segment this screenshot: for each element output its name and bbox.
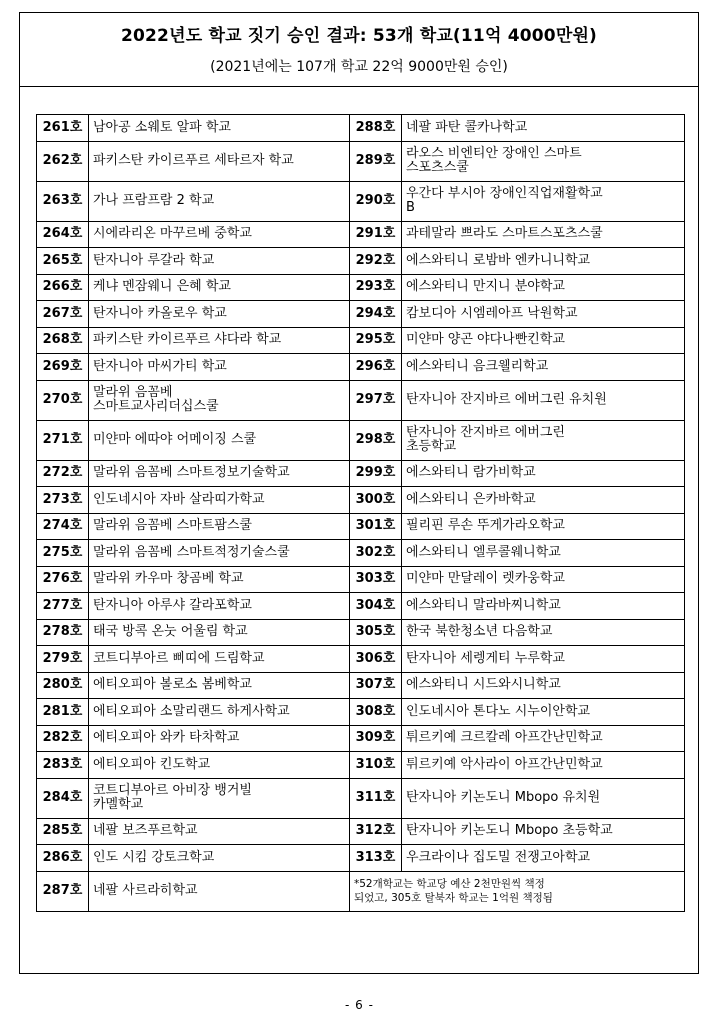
table-row [37, 540, 685, 567]
school-name: 우간다 부시아 장애인직업재활학교 B [402, 181, 685, 221]
school-number: 295호 [350, 327, 402, 354]
school-name: 네팔 보즈푸르학교 [89, 818, 350, 845]
school-name: 인도네시아 자바 살라띠가학교 [89, 487, 350, 514]
school-name: 코트디부아르 삐띠에 드림학교 [89, 646, 350, 673]
school-name: 과테말라 쁘라도 스마트스포츠스쿨 [402, 221, 685, 248]
school-name: 말라위 카우마 창곰베 학교 [89, 566, 350, 593]
header-divider [20, 86, 698, 87]
school-name: 말라위 음꼼베 스마트팜스쿨 [89, 513, 350, 540]
school-name: 탄자니아 잔지바르 에버그린 초등학교 [402, 420, 685, 460]
school-number: 265호 [37, 248, 89, 275]
table-row [37, 593, 685, 620]
table-row [37, 725, 685, 752]
school-name: 탄자니아 카올로우 학교 [89, 301, 350, 328]
table-row [37, 327, 685, 354]
school-number: 306호 [350, 646, 402, 673]
school-name: 네팔 사르라히학교 [89, 871, 350, 911]
school-number: 303호 [350, 566, 402, 593]
table-row [37, 871, 685, 911]
school-name: 탄자니아 루갈라 학교 [89, 248, 350, 275]
school-name: 에스와티니 음크웰리학교 [402, 354, 685, 381]
school-number: 269호 [37, 354, 89, 381]
school-name: 탄자니아 키논도니 Mbopo 유치원 [402, 778, 685, 818]
school-name: 튀르키예 크르칼레 아프간난민학교 [402, 725, 685, 752]
school-name: 탄자니아 잔지바르 에버그린 유치원 [402, 380, 685, 420]
school-number: 308호 [350, 699, 402, 726]
school-name: 캄보디아 시엠레아프 낙원학교 [402, 301, 685, 328]
school-number: 263호 [37, 181, 89, 221]
table-row [37, 301, 685, 328]
school-number: 280호 [37, 672, 89, 699]
school-number: 281호 [37, 699, 89, 726]
school-number: 264호 [37, 221, 89, 248]
table-row [37, 274, 685, 301]
school-name: 에스와티니 시드와시니학교 [402, 672, 685, 699]
school-name: 필리핀 루손 뚜게가라오학교 [402, 513, 685, 540]
school-number: 289호 [350, 141, 402, 181]
school-number: 305호 [350, 619, 402, 646]
school-name: 에스와티니 로밤바 엔카니니학교 [402, 248, 685, 275]
school-table [36, 114, 685, 912]
school-name: 시에라리온 마꾸르베 중학교 [89, 221, 350, 248]
page-subtitle: (2021년에는 107개 학교 22억 9000만원 승인) [210, 59, 508, 75]
school-name: 에티오피아 와카 타차학교 [89, 725, 350, 752]
table-row [37, 115, 685, 142]
budget-note: *52개학교는 학교당 예산 2천만원씩 책정 되었고, 305호 탈북자 학교는 1억원 책정됨 [350, 871, 685, 911]
school-number: 282호 [37, 725, 89, 752]
school-name: 탄자니아 세렝게티 누루학교 [402, 646, 685, 673]
school-number: 304호 [350, 593, 402, 620]
school-number: 299호 [350, 460, 402, 487]
school-number: 283호 [37, 752, 89, 779]
school-name: 코트디부아르 아비장 뱅거빌 카멜학교 [89, 778, 350, 818]
school-number: 273호 [37, 487, 89, 514]
school-name: 미얀마 만달레이 렛카웅학교 [402, 566, 685, 593]
page-number: - 6 - [345, 998, 374, 1012]
page-frame [19, 12, 699, 974]
school-table-body [37, 115, 685, 912]
school-name: 가나 프람프람 2 학교 [89, 181, 350, 221]
school-name: 에티오피아 킨도학교 [89, 752, 350, 779]
school-name: 말라위 음꼼베 스마트적정기술스쿨 [89, 540, 350, 567]
school-name: 말라위 음꼼베 스마트교사리더십스쿨 [89, 380, 350, 420]
table-row [37, 221, 685, 248]
school-number: 298호 [350, 420, 402, 460]
table-row [37, 354, 685, 381]
school-name: 에스와티니 만지니 분야학교 [402, 274, 685, 301]
school-number: 261호 [37, 115, 89, 142]
school-name: 에스와티니 람가비학교 [402, 460, 685, 487]
school-name: 미얀마 에따야 어메이징 스쿨 [89, 420, 350, 460]
table-row [37, 845, 685, 872]
school-name: 에스와티니 말라바찌니학교 [402, 593, 685, 620]
school-name: 탄자니아 아루샤 갈라포학교 [89, 593, 350, 620]
school-number: 272호 [37, 460, 89, 487]
school-name: 탄자니아 마씨가티 학교 [89, 354, 350, 381]
school-name: 네팔 파탄 콜카나학교 [402, 115, 685, 142]
school-name: 태국 방콕 온눗 어울림 학교 [89, 619, 350, 646]
school-number: 312호 [350, 818, 402, 845]
table-row [37, 513, 685, 540]
school-name: 인도네시아 톤다노 시누이안학교 [402, 699, 685, 726]
school-name: 라오스 비엔티안 장애인 스마트 스포츠스쿨 [402, 141, 685, 181]
table-row [37, 646, 685, 673]
school-name: 말라위 음꼼베 스마트정보기술학교 [89, 460, 350, 487]
school-number: 311호 [350, 778, 402, 818]
school-number: 300호 [350, 487, 402, 514]
table-row [37, 752, 685, 779]
school-number: 310호 [350, 752, 402, 779]
school-name: 케냐 멘잠웨니 은혜 학교 [89, 274, 350, 301]
table-row [37, 420, 685, 460]
school-number: 286호 [37, 845, 89, 872]
school-name: 우크라이나 집도밀 전쟁고아학교 [402, 845, 685, 872]
school-number: 287호 [37, 871, 89, 911]
school-number: 277호 [37, 593, 89, 620]
school-number: 288호 [350, 115, 402, 142]
table-row [37, 487, 685, 514]
school-number: 279호 [37, 646, 89, 673]
school-number: 275호 [37, 540, 89, 567]
school-number: 297호 [350, 380, 402, 420]
school-number: 309호 [350, 725, 402, 752]
table-row [37, 699, 685, 726]
school-name: 파키스탄 카이르푸르 샤다라 학교 [89, 327, 350, 354]
school-name: 에스와티니 은카바학교 [402, 487, 685, 514]
school-name: 파키스탄 카이르푸르 세타르자 학교 [89, 141, 350, 181]
school-number: 291호 [350, 221, 402, 248]
school-number: 278호 [37, 619, 89, 646]
table-row [37, 619, 685, 646]
table-row [37, 566, 685, 593]
school-number: 313호 [350, 845, 402, 872]
school-number: 270호 [37, 380, 89, 420]
school-name: 남아공 소웨토 알파 학교 [89, 115, 350, 142]
table-row [37, 818, 685, 845]
page-title: 2022년도 학교 짓기 승인 결과: 53개 학교(11억 4000만원) [120, 26, 598, 46]
school-number: 268호 [37, 327, 89, 354]
school-number: 262호 [37, 141, 89, 181]
school-number: 301호 [350, 513, 402, 540]
table-row [37, 248, 685, 275]
school-number: 292호 [350, 248, 402, 275]
school-name: 튀르키예 악사라이 아프간난민학교 [402, 752, 685, 779]
table-row [37, 181, 685, 221]
school-number: 271호 [37, 420, 89, 460]
school-number: 266호 [37, 274, 89, 301]
school-number: 267호 [37, 301, 89, 328]
school-number: 284호 [37, 778, 89, 818]
school-number: 294호 [350, 301, 402, 328]
school-name: 한국 북한청소년 다음학교 [402, 619, 685, 646]
school-name: 탄자니아 키논도니 Mbopo 초등학교 [402, 818, 685, 845]
school-number: 293호 [350, 274, 402, 301]
school-number: 285호 [37, 818, 89, 845]
school-name: 에스와티니 엘루콜웨니학교 [402, 540, 685, 567]
table-row [37, 778, 685, 818]
school-number: 302호 [350, 540, 402, 567]
school-name: 미얀마 양곤 야다나빤킨학교 [402, 327, 685, 354]
school-number: 274호 [37, 513, 89, 540]
table-row [37, 672, 685, 699]
table-row [37, 380, 685, 420]
school-number: 290호 [350, 181, 402, 221]
school-name: 인도 시킴 강토크학교 [89, 845, 350, 872]
school-name: 에티오피아 소말리랜드 하게사학교 [89, 699, 350, 726]
school-number: 296호 [350, 354, 402, 381]
school-name: 에티오피아 볼로소 봄베학교 [89, 672, 350, 699]
school-number: 307호 [350, 672, 402, 699]
school-number: 276호 [37, 566, 89, 593]
table-row [37, 460, 685, 487]
table-row [37, 141, 685, 181]
